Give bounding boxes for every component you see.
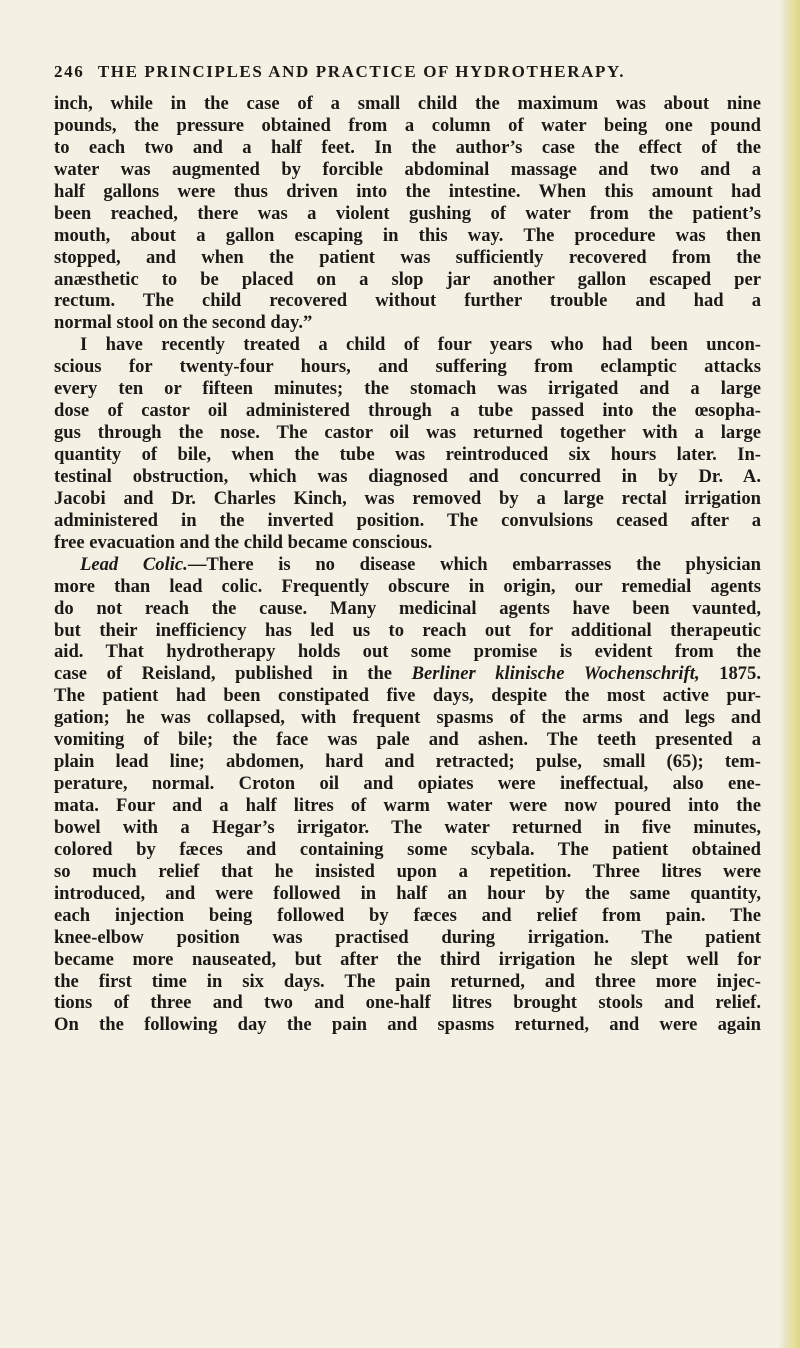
text-line: aid. That hydrotherapy holds out some promise is evident from the xyxy=(54,641,761,663)
paragraph-3 xyxy=(54,554,761,1037)
running-title: THE PRINCIPLES AND PRACTICE OF HYDROTHERAPY. xyxy=(97,62,626,81)
text-line: administered in the inverted position. The convulsions ceased after a xyxy=(54,509,761,531)
paragraph-2 xyxy=(54,334,761,553)
journal-title: Berliner klinische Wochenschrift, xyxy=(411,663,700,685)
text-line xyxy=(54,554,761,576)
text-fragment: case of Reisland, published in the xyxy=(54,663,412,685)
text-line: vomiting of bile; the face was pale and ashen. The teeth presented a xyxy=(54,729,761,751)
text-line: the first time in six days. The pain returned, and three more injec- xyxy=(54,970,761,992)
text-line xyxy=(54,663,761,685)
page-body xyxy=(54,93,761,1036)
text-line: colored by fæces and containing some scybala. The patient obtained xyxy=(54,838,761,860)
text-line: to each two and a half feet. In the author’s case the effect of the xyxy=(54,136,761,158)
text-line: every ten or fifteen minutes; the stomach was irrigated and a large xyxy=(54,378,761,400)
text-line: been reached, there was a violent gushing of water from the patient’s xyxy=(54,202,761,224)
page-edge-shading xyxy=(778,0,800,1348)
text-line: gation; he was collapsed, with frequent spasms of the arms and legs and xyxy=(54,707,761,729)
text-line: free evacuation and the child became conscious. xyxy=(54,531,433,553)
section-heading-lead-colic: Lead Colic. xyxy=(80,553,188,575)
text-line: quantity of bile, when the tube was reintroduced six hours later. In- xyxy=(54,444,761,465)
text-line: each injection being followed by fæces and relief from pain. The xyxy=(54,904,761,926)
text-line: dose of castor oil administered through a tube passed into the œsopha- xyxy=(54,400,761,422)
text-line: testinal obstruction, which was diagnosed and concurred in by Dr. A. xyxy=(54,465,761,487)
text-line: stopped, and when the patient was sufficiently recovered from the xyxy=(54,246,761,268)
text-line: bowel with a Hegar’s irrigator. The water returned in five minutes, xyxy=(54,816,761,838)
text-line: Jacobi and Dr. Charles Kinch, was removed by a large rectal irrigation xyxy=(54,487,761,509)
text-line: but their inefficiency has led us to reach out for additional therapeutic xyxy=(54,619,761,641)
paragraph-1 xyxy=(54,93,761,334)
text-line: The patient had been constipated five days, despite the most active pur- xyxy=(54,685,761,707)
text-line: so much relief that he insisted upon a repetition. Three litres were xyxy=(54,860,761,882)
text-line: water was augmented by forcible abdominal massage and two and a xyxy=(54,158,761,180)
text-line: I have recently treated a child of four years who had been uncon- xyxy=(80,334,761,356)
text-line: anæsthetic to be placed on a slop jar another gallon escaped per xyxy=(54,268,761,290)
text-line: normal stool on the second day.” xyxy=(54,312,313,334)
text-line: perature, normal. Croton oil and opiates were ineffectual, also ene- xyxy=(54,773,761,795)
text-line: became more nauseated, but after the third irrigation he slept well for xyxy=(54,948,761,970)
text-line: more than lead colic. Frequently obscure in origin, our remedial agents xyxy=(54,575,761,597)
text-line: tions of three and two and one-half litres brought stools and relief. xyxy=(54,992,761,1014)
text-line: pounds, the pressure obtained from a column of water being one pound xyxy=(54,114,761,136)
running-header xyxy=(54,62,754,88)
text-line: knee-elbow position was practised during irrigation. The patient xyxy=(54,926,761,948)
text-line: inch, while in the case of a small child the maximum was about nine xyxy=(54,93,761,114)
text-line: rectum. The child recovered without further trouble and had a xyxy=(54,290,761,312)
text-line: introduced, and were followed in half an hour by the same quantity, xyxy=(54,882,761,904)
text-line: mata. Four and a half litres of warm water were now poured into the xyxy=(54,795,761,816)
journal-year: 1875. xyxy=(699,663,761,685)
text-line: do not reach the cause. Many medicinal agents have been vaunted, xyxy=(54,597,761,619)
text-line: mouth, about a gallon escaping in this way. The procedure was then xyxy=(54,224,761,246)
text-line: On the following day the pain and spasms returned, and were again xyxy=(54,1014,761,1036)
page-number: 246 xyxy=(54,62,85,81)
text-fragment: —There is no disease which embarrasses the physician xyxy=(187,553,761,575)
text-line: plain lead line; abdomen, hard and retracted; pulse, small (65); tem- xyxy=(54,751,761,773)
text-line: half gallons were thus driven into the intestine. When this amount had xyxy=(54,180,761,202)
text-line: scious for twenty-four hours, and suffering from eclamptic attacks xyxy=(54,356,761,378)
text-line: gus through the nose. The castor oil was returned together with a large xyxy=(54,422,761,444)
